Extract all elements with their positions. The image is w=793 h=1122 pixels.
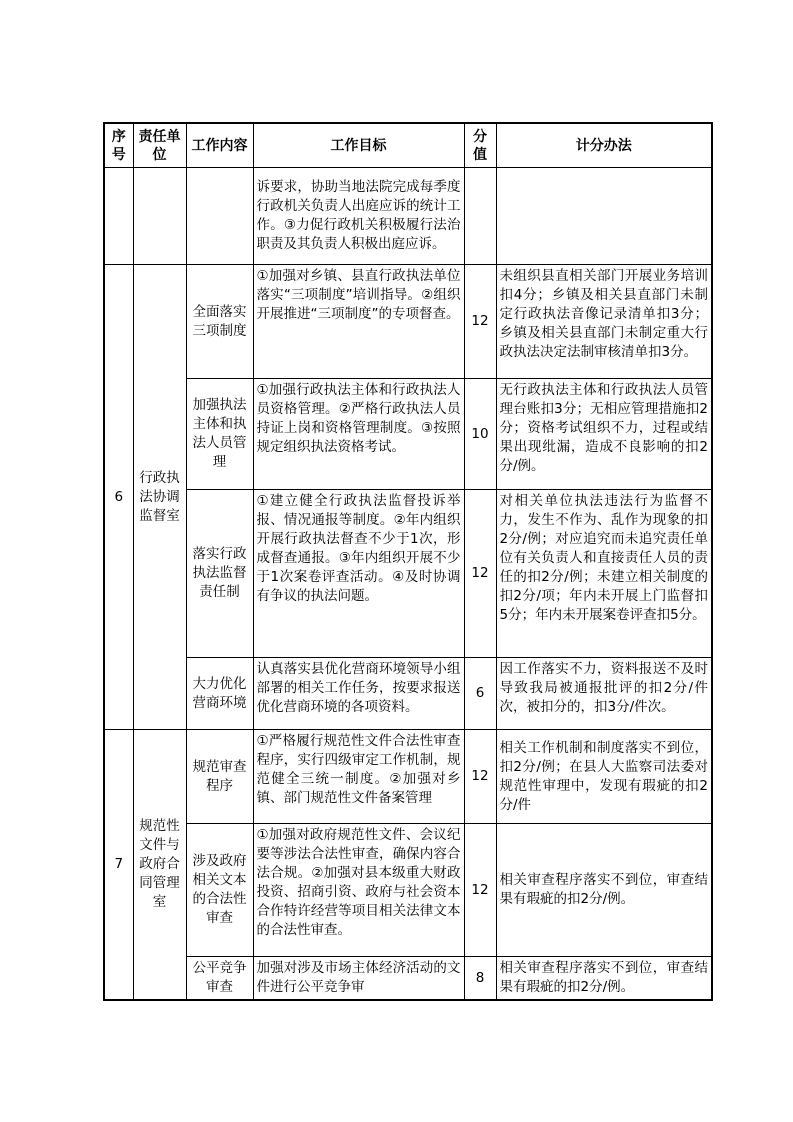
table-row xyxy=(104,168,712,265)
group-unit: 行政执法协调监督室 xyxy=(133,265,186,730)
score-cell: 12 xyxy=(464,265,496,379)
header-score: 分值 xyxy=(464,123,496,168)
goal-cell: 诉要求，协助当地法院完成每季度行政机关负责人出庭应诉的统计工作。③力促行政机关积极履行法治职责及其负责人积极出庭应诉。 xyxy=(253,168,464,265)
method-cell: 因工作落实不力，资料报送不及时导致我局被通报批评的扣2分/件次，被扣分的，扣3分/件次。 xyxy=(496,658,712,730)
content-cell: 落实行政执法监督责任制 xyxy=(186,490,253,658)
method-cell xyxy=(496,168,712,265)
content-cell: 涉及政府相关文本的合法性审查 xyxy=(186,824,253,957)
score-cell: 10 xyxy=(464,379,496,490)
seq-cell xyxy=(104,168,133,265)
score-cell: 6 xyxy=(464,658,496,730)
table-row xyxy=(104,490,712,658)
table-row xyxy=(104,957,712,1001)
method-cell: 相关审查程序落实不到位，审查结果有瑕疵的扣2分/例。 xyxy=(496,824,712,957)
score-cell xyxy=(464,168,496,265)
header-unit: 责任单位 xyxy=(133,123,186,168)
header-content: 工作内容 xyxy=(186,123,253,168)
group-seq: 6 xyxy=(104,265,133,730)
score-cell: 8 xyxy=(464,957,496,1001)
goal-cell: 加强对涉及市场主体经济活动的文件进行公平竞争审 xyxy=(253,957,464,1001)
content-cell: 加强执法主体和执法人员管理 xyxy=(186,379,253,490)
group-seq: 7 xyxy=(104,730,133,1001)
score-cell: 12 xyxy=(464,490,496,658)
content-cell xyxy=(186,168,253,265)
goal-cell: ①加强对乡镇、县直行政执法单位落实“三项制度”培训指导。②组织开展推进“三项制度”的专项督查。 xyxy=(253,265,464,379)
evaluation-table xyxy=(103,122,713,1001)
content-cell: 大力优化营商环境 xyxy=(186,658,253,730)
table-row xyxy=(104,379,712,490)
header-goal: 工作目标 xyxy=(253,123,464,168)
goal-cell: ①加强行政执法主体和行政执法人员资格管理。②严格行政执法人员持证上岗和资格管理制度。③按照规定组织执法资格考试。 xyxy=(253,379,464,490)
unit-cell xyxy=(133,168,186,265)
goal-cell: ①建立健全行政执法监督投诉举报、情况通报等制度。②年内组织开展行政执法督查不少于1次，形成督查通报。③年内组织开展不少于1次案卷评查活动。④及时协调有争议的执法问题。 xyxy=(253,490,464,658)
goal-cell: ①加强对政府规范性文件、会议纪要等涉法合法性审查，确保内容合法合规。②加强对县本级重大财政投资、招商引资、政府与社会资本合作特许经营等项目相关法律文本的合法性审查。 xyxy=(253,824,464,957)
score-cell: 12 xyxy=(464,730,496,824)
content-cell: 规范审查程序 xyxy=(186,730,253,824)
content-cell: 全面落实三项制度 xyxy=(186,265,253,379)
group-unit: 规范性文件与政府合同管理室 xyxy=(133,730,186,1001)
method-cell: 相关审查程序落实不到位，审查结果有瑕疵的扣2分/例。 xyxy=(496,957,712,1001)
method-cell: 未组织县直相关部门开展业务培训扣4分；乡镇及相关县直部门未制定行政执法音像记录清单扣3分；乡镇及相关县直部门未制定重大行政执法决定法制审核清单扣3分。 xyxy=(496,265,712,379)
goal-cell: 认真落实县优化营商环境领导小组部署的相关工作任务，按要求报送优化营商环境的各项资料。 xyxy=(253,658,464,730)
table-row xyxy=(104,658,712,730)
goal-cell: ①严格履行规范性文件合法性审查程序，实行四级审定工作机制，规范健全三统一制度。②加强对乡镇、部门规范性文件备案管理 xyxy=(253,730,464,824)
method-cell: 相关工作机制和制度落实不到位，扣2分/例；在县人大监察司法委对规范性审理中，发现有瑕疵的扣2分/件 xyxy=(496,730,712,824)
table-row xyxy=(104,824,712,957)
method-cell: 无行政执法主体和行政执法人员管理台账扣3分；无相应管理措施扣2分；资格考试组织不力，过程或结果出现纰漏，造成不良影响的扣2分/例。 xyxy=(496,379,712,490)
header-method: 计分办法 xyxy=(496,123,712,168)
header-seq: 序号 xyxy=(104,123,133,168)
content-cell: 公平竞争审查 xyxy=(186,957,253,1001)
table-row xyxy=(104,730,712,824)
score-cell: 12 xyxy=(464,824,496,957)
header-row xyxy=(104,123,712,168)
table-row xyxy=(104,265,712,379)
method-cell: 对相关单位执法违法行为监督不力，发生不作为、乱作为现象的扣2分/例；对应追究而未追究责任单位有关负责人和直接责任人员的责任的扣2分/例；未建立相关制度的扣2分/项；年内未开展上门监督扣5分；年内未开展案卷评查扣5分。 xyxy=(496,490,712,658)
